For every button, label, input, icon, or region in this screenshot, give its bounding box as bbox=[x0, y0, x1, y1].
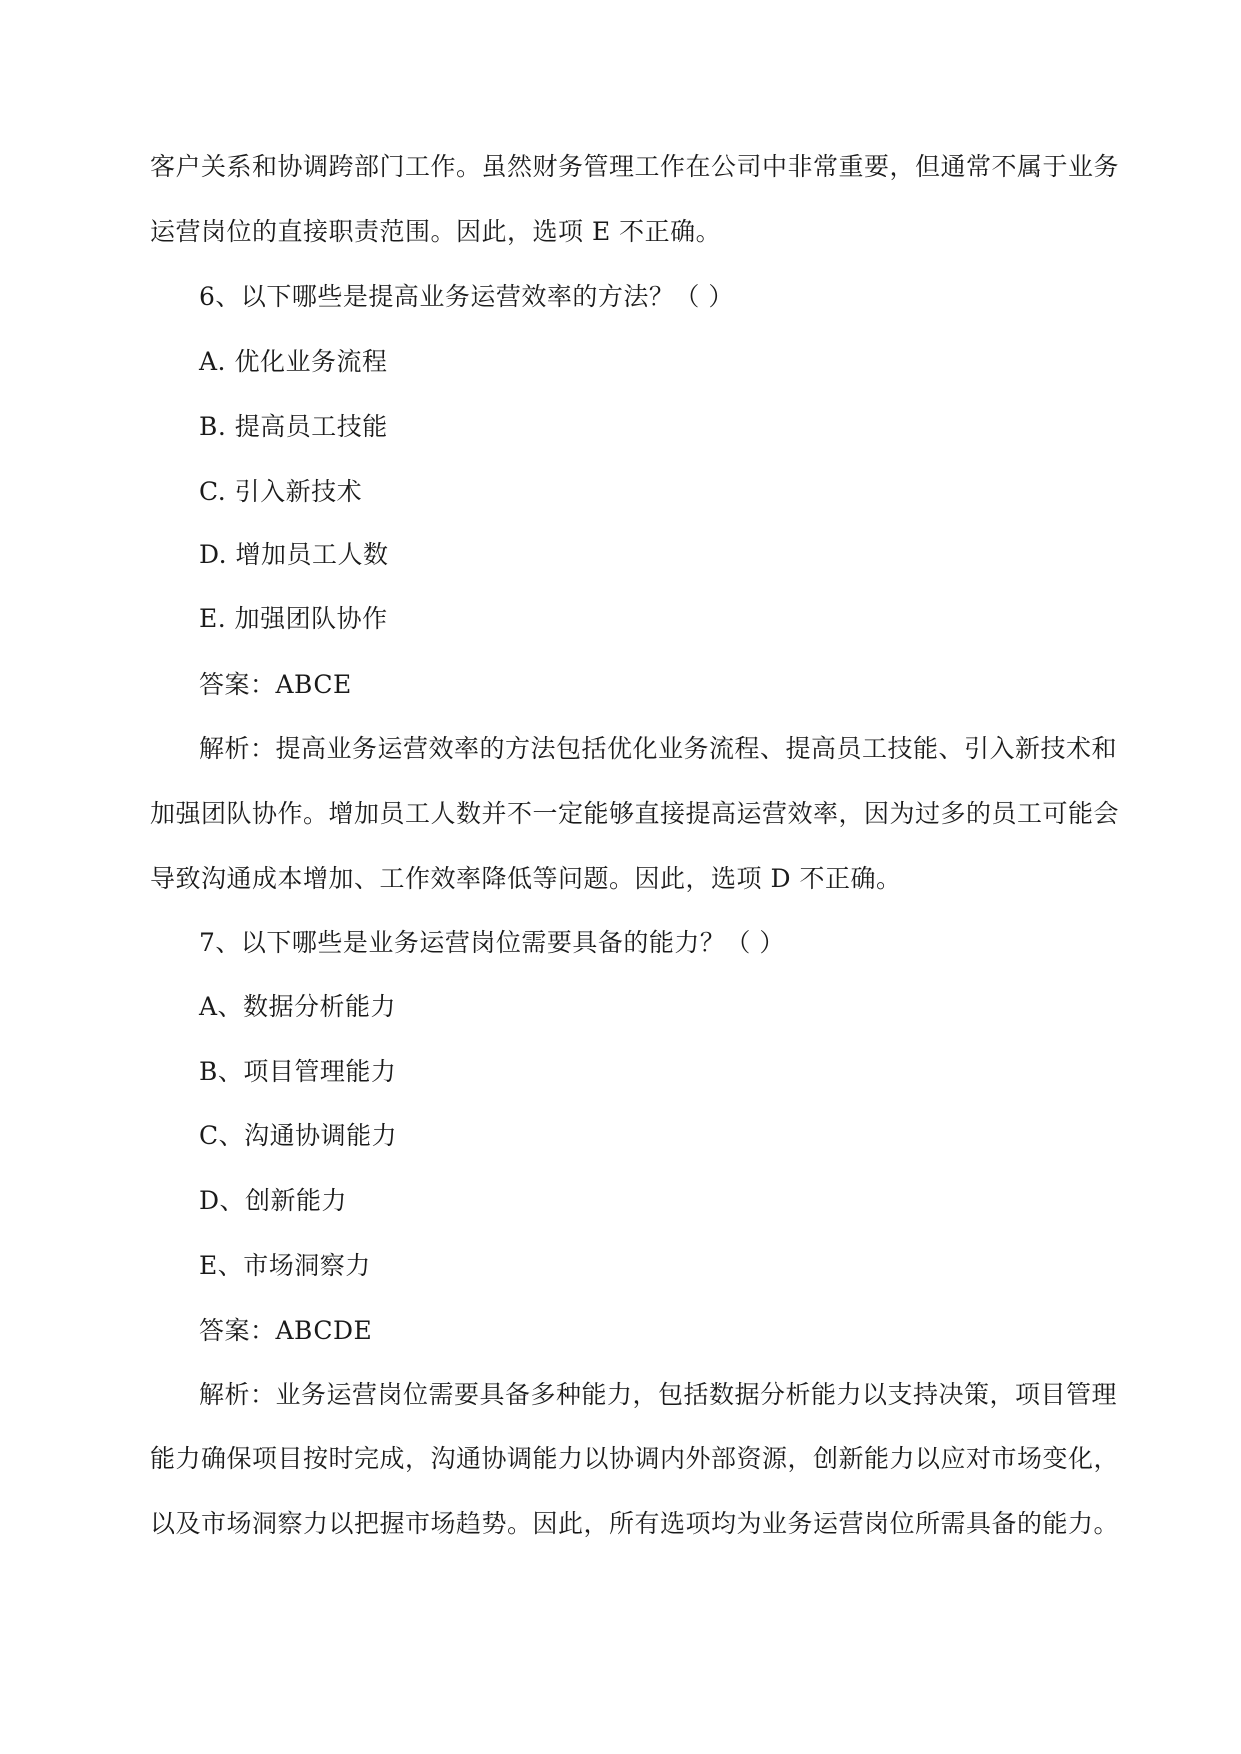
q7-option-e: E、市场洞察力 bbox=[199, 1251, 371, 1280]
q6-explanation-line-3: 导致沟通成本增加、工作效率降低等问题。因此，选项 D 不正确。 bbox=[150, 864, 902, 893]
q7-option-a: A、数据分析能力 bbox=[199, 992, 397, 1021]
q7-question: 7、以下哪些是业务运营岗位需要具备的能力？（ ） bbox=[199, 928, 785, 957]
q7-option-b: B、项目管理能力 bbox=[199, 1057, 397, 1086]
q6-question: 6、以下哪些是提高业务运营效率的方法？（ ） bbox=[199, 282, 734, 311]
q7-explanation-line-2: 能力确保项目按时完成，沟通协调能力以协调内外部资源，创新能力以应对市场变化， bbox=[150, 1444, 1120, 1473]
q7-explanation-line-3: 以及市场洞察力以把握市场趋势。因此，所有选项均为业务运营岗位所需具备的能力。 bbox=[150, 1509, 1120, 1538]
q6-option-d: D. 增加员工人数 bbox=[199, 540, 389, 569]
q6-option-b: B. 提高员工技能 bbox=[199, 412, 388, 441]
q6-option-a: A. 优化业务流程 bbox=[199, 347, 388, 376]
q6-answer: 答案：ABCE bbox=[199, 670, 352, 699]
q6-explanation-line-2: 加强团队协作。增加员工人数并不一定能够直接提高运营效率，因为过多的员工可能会 bbox=[150, 799, 1120, 828]
q5-explanation-line-2: 运营岗位的直接职责范围。因此，选项 E 不正确。 bbox=[150, 217, 722, 246]
q6-option-e: E. 加强团队协作 bbox=[199, 604, 388, 633]
q7-option-d: D、创新能力 bbox=[199, 1186, 348, 1215]
q7-answer: 答案：ABCDE bbox=[199, 1316, 373, 1345]
q6-explanation-line-1: 解析：提高业务运营效率的方法包括优化业务流程、提高员工技能、引入新技术和 bbox=[199, 734, 1118, 763]
q6-option-c: C. 引入新技术 bbox=[199, 477, 363, 506]
q7-explanation-line-1: 解析：业务运营岗位需要具备多种能力，包括数据分析能力以支持决策，项目管理 bbox=[199, 1380, 1118, 1409]
q7-option-c: C、沟通协调能力 bbox=[199, 1121, 398, 1150]
q5-explanation-line-1: 客户关系和协调跨部门工作。虽然财务管理工作在公司中非常重要，但通常不属于业务 bbox=[150, 152, 1120, 181]
